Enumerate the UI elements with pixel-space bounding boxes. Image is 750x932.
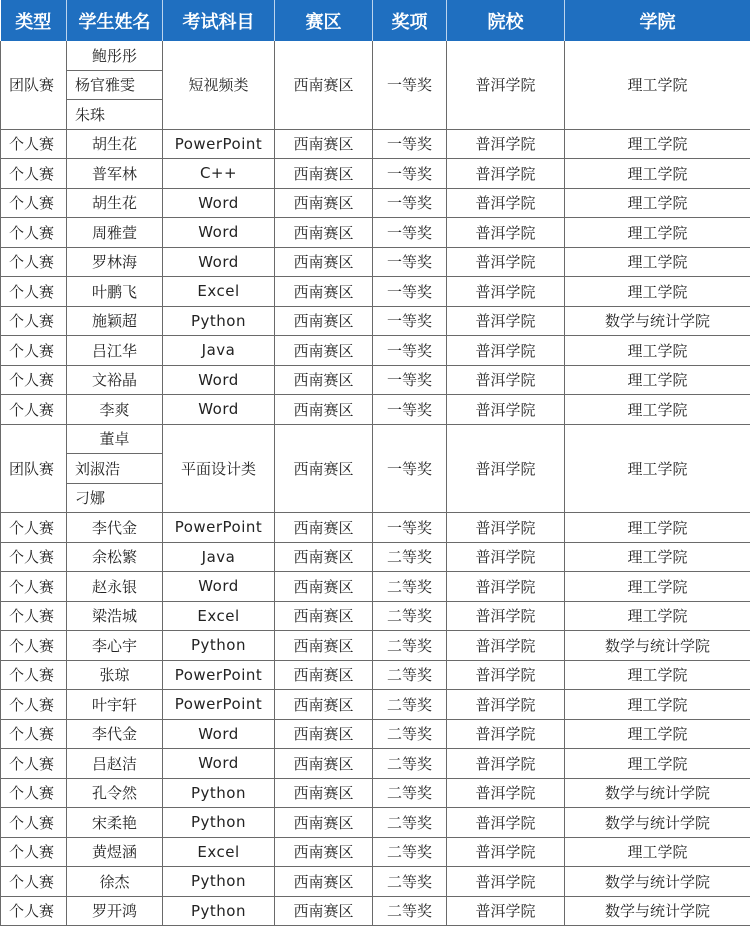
table-row bbox=[1, 660, 750, 690]
region-cell: 西南赛区 bbox=[275, 424, 373, 513]
student-name-cell: 黄煜涵 bbox=[67, 837, 163, 867]
student-name-cell: 吕江华 bbox=[67, 336, 163, 366]
region-cell: 西南赛区 bbox=[275, 778, 373, 808]
award-cell: 一等奖 bbox=[373, 41, 447, 129]
region-cell: 西南赛区 bbox=[275, 159, 373, 189]
college-cell: 理工学院 bbox=[565, 660, 750, 690]
award-cell: 二等奖 bbox=[373, 660, 447, 690]
college-cell: 数学与统计学院 bbox=[565, 808, 750, 838]
school-cell: 普洱学院 bbox=[447, 631, 565, 661]
table-row bbox=[1, 572, 750, 602]
header-college: 学院 bbox=[565, 0, 750, 41]
region-cell: 西南赛区 bbox=[275, 277, 373, 307]
college-cell: 理工学院 bbox=[565, 601, 750, 631]
college-cell: 理工学院 bbox=[565, 188, 750, 218]
type-cell: 个人赛 bbox=[1, 867, 67, 897]
table-row bbox=[1, 867, 750, 897]
type-cell: 个人赛 bbox=[1, 542, 67, 572]
header-award: 奖项 bbox=[373, 0, 447, 41]
table-row bbox=[1, 837, 750, 867]
student-name-cell: 叶鹏飞 bbox=[67, 277, 163, 307]
region-cell: 西南赛区 bbox=[275, 188, 373, 218]
header-row bbox=[1, 0, 750, 41]
region-cell: 西南赛区 bbox=[275, 601, 373, 631]
school-cell: 普洱学院 bbox=[447, 247, 565, 277]
type-cell: 个人赛 bbox=[1, 188, 67, 218]
student-name-cell: 胡生花 bbox=[67, 188, 163, 218]
student-name-cell: 胡生花 bbox=[67, 129, 163, 159]
team-row bbox=[1, 424, 750, 454]
region-cell: 西南赛区 bbox=[275, 218, 373, 248]
table-row bbox=[1, 277, 750, 307]
award-cell: 一等奖 bbox=[373, 277, 447, 307]
school-cell: 普洱学院 bbox=[447, 306, 565, 336]
type-cell: 团队赛 bbox=[1, 424, 67, 513]
school-cell: 普洱学院 bbox=[447, 660, 565, 690]
student-name-cell: 施颖超 bbox=[67, 306, 163, 336]
award-cell: 一等奖 bbox=[373, 424, 447, 513]
region-cell: 西南赛区 bbox=[275, 41, 373, 129]
college-cell: 理工学院 bbox=[565, 365, 750, 395]
subject-cell: 短视频类 bbox=[163, 41, 275, 129]
college-cell: 理工学院 bbox=[565, 837, 750, 867]
region-cell: 西南赛区 bbox=[275, 660, 373, 690]
college-cell: 理工学院 bbox=[565, 542, 750, 572]
header-subject: 考试科目 bbox=[163, 0, 275, 41]
region-cell: 西南赛区 bbox=[275, 837, 373, 867]
school-cell: 普洱学院 bbox=[447, 424, 565, 513]
student-name-cell: 徐杰 bbox=[67, 867, 163, 897]
subject-cell: Word bbox=[163, 365, 275, 395]
award-cell: 一等奖 bbox=[373, 188, 447, 218]
college-cell: 理工学院 bbox=[565, 749, 750, 779]
region-cell: 西南赛区 bbox=[275, 247, 373, 277]
type-cell: 个人赛 bbox=[1, 719, 67, 749]
table-row bbox=[1, 719, 750, 749]
table-body bbox=[1, 41, 750, 926]
student-name-cell: 吕赵洁 bbox=[67, 749, 163, 779]
school-cell: 普洱学院 bbox=[447, 159, 565, 189]
college-cell: 理工学院 bbox=[565, 336, 750, 366]
school-cell: 普洱学院 bbox=[447, 808, 565, 838]
table-row bbox=[1, 896, 750, 926]
table-row bbox=[1, 218, 750, 248]
award-cell: 一等奖 bbox=[373, 218, 447, 248]
subject-cell: PowerPoint bbox=[163, 513, 275, 543]
region-cell: 西南赛区 bbox=[275, 513, 373, 543]
college-cell: 理工学院 bbox=[565, 424, 750, 513]
region-cell: 西南赛区 bbox=[275, 749, 373, 779]
student-name-cell: 鲍彤彤 bbox=[67, 41, 163, 70]
college-cell: 数学与统计学院 bbox=[565, 867, 750, 897]
school-cell: 普洱学院 bbox=[447, 867, 565, 897]
school-cell: 普洱学院 bbox=[447, 572, 565, 602]
type-cell: 个人赛 bbox=[1, 365, 67, 395]
type-cell: 个人赛 bbox=[1, 660, 67, 690]
subject-cell: 平面设计类 bbox=[163, 424, 275, 513]
type-cell: 个人赛 bbox=[1, 778, 67, 808]
type-cell: 个人赛 bbox=[1, 336, 67, 366]
subject-cell: Excel bbox=[163, 277, 275, 307]
college-cell: 理工学院 bbox=[565, 690, 750, 720]
student-name-cell: 李代金 bbox=[67, 719, 163, 749]
region-cell: 西南赛区 bbox=[275, 631, 373, 661]
school-cell: 普洱学院 bbox=[447, 542, 565, 572]
student-name-cell: 罗开鸿 bbox=[67, 896, 163, 926]
table-row bbox=[1, 159, 750, 189]
school-cell: 普洱学院 bbox=[447, 778, 565, 808]
college-cell: 理工学院 bbox=[565, 572, 750, 602]
type-cell: 个人赛 bbox=[1, 306, 67, 336]
student-name-cell: 李爽 bbox=[67, 395, 163, 425]
table-row bbox=[1, 306, 750, 336]
table-row bbox=[1, 336, 750, 366]
subject-cell: Java bbox=[163, 336, 275, 366]
table-row bbox=[1, 247, 750, 277]
college-cell: 数学与统计学院 bbox=[565, 631, 750, 661]
region-cell: 西南赛区 bbox=[275, 129, 373, 159]
type-cell: 个人赛 bbox=[1, 277, 67, 307]
college-cell: 理工学院 bbox=[565, 218, 750, 248]
student-name-cell: 余松繁 bbox=[67, 542, 163, 572]
student-name-cell: 宋柔艳 bbox=[67, 808, 163, 838]
college-cell: 数学与统计学院 bbox=[565, 778, 750, 808]
region-cell: 西南赛区 bbox=[275, 719, 373, 749]
student-name-cell: 杨官雅雯 bbox=[67, 70, 163, 100]
subject-cell: Excel bbox=[163, 601, 275, 631]
table-row bbox=[1, 690, 750, 720]
school-cell: 普洱学院 bbox=[447, 188, 565, 218]
award-cell: 二等奖 bbox=[373, 808, 447, 838]
type-cell: 个人赛 bbox=[1, 572, 67, 602]
award-cell: 二等奖 bbox=[373, 867, 447, 897]
college-cell: 数学与统计学院 bbox=[565, 896, 750, 926]
region-cell: 西南赛区 bbox=[275, 808, 373, 838]
student-name-cell: 周雅萱 bbox=[67, 218, 163, 248]
school-cell: 普洱学院 bbox=[447, 277, 565, 307]
subject-cell: Word bbox=[163, 218, 275, 248]
region-cell: 西南赛区 bbox=[275, 542, 373, 572]
subject-cell: Python bbox=[163, 778, 275, 808]
region-cell: 西南赛区 bbox=[275, 867, 373, 897]
table-row bbox=[1, 601, 750, 631]
type-cell: 个人赛 bbox=[1, 129, 67, 159]
subject-cell: Python bbox=[163, 631, 275, 661]
college-cell: 理工学院 bbox=[565, 247, 750, 277]
table-row bbox=[1, 129, 750, 159]
region-cell: 西南赛区 bbox=[275, 306, 373, 336]
table-row bbox=[1, 808, 750, 838]
award-cell: 二等奖 bbox=[373, 749, 447, 779]
type-cell: 个人赛 bbox=[1, 218, 67, 248]
table-row bbox=[1, 631, 750, 661]
subject-cell: PowerPoint bbox=[163, 129, 275, 159]
award-cell: 二等奖 bbox=[373, 601, 447, 631]
award-cell: 二等奖 bbox=[373, 572, 447, 602]
award-cell: 一等奖 bbox=[373, 129, 447, 159]
award-cell: 二等奖 bbox=[373, 837, 447, 867]
type-cell: 团队赛 bbox=[1, 41, 67, 129]
award-cell: 二等奖 bbox=[373, 542, 447, 572]
school-cell: 普洱学院 bbox=[447, 218, 565, 248]
subject-cell: Python bbox=[163, 896, 275, 926]
student-name-cell: 李心宇 bbox=[67, 631, 163, 661]
award-cell: 一等奖 bbox=[373, 513, 447, 543]
region-cell: 西南赛区 bbox=[275, 690, 373, 720]
type-cell: 个人赛 bbox=[1, 395, 67, 425]
award-cell: 一等奖 bbox=[373, 365, 447, 395]
student-name-cell: 刁娜 bbox=[67, 483, 163, 513]
type-cell: 个人赛 bbox=[1, 690, 67, 720]
award-cell: 二等奖 bbox=[373, 631, 447, 661]
college-cell: 理工学院 bbox=[565, 277, 750, 307]
subject-cell: Word bbox=[163, 395, 275, 425]
student-name-cell: 梁浩城 bbox=[67, 601, 163, 631]
header-school: 院校 bbox=[447, 0, 565, 41]
subject-cell: Word bbox=[163, 247, 275, 277]
school-cell: 普洱学院 bbox=[447, 41, 565, 129]
school-cell: 普洱学院 bbox=[447, 513, 565, 543]
school-cell: 普洱学院 bbox=[447, 601, 565, 631]
school-cell: 普洱学院 bbox=[447, 336, 565, 366]
subject-cell: Java bbox=[163, 542, 275, 572]
subject-cell: PowerPoint bbox=[163, 660, 275, 690]
type-cell: 个人赛 bbox=[1, 631, 67, 661]
table-row bbox=[1, 365, 750, 395]
type-cell: 个人赛 bbox=[1, 601, 67, 631]
award-cell: 二等奖 bbox=[373, 778, 447, 808]
award-cell: 一等奖 bbox=[373, 247, 447, 277]
college-cell: 理工学院 bbox=[565, 129, 750, 159]
type-cell: 个人赛 bbox=[1, 513, 67, 543]
header-region: 赛区 bbox=[275, 0, 373, 41]
subject-cell: Python bbox=[163, 867, 275, 897]
award-cell: 二等奖 bbox=[373, 719, 447, 749]
type-cell: 个人赛 bbox=[1, 749, 67, 779]
team-row bbox=[1, 41, 750, 70]
region-cell: 西南赛区 bbox=[275, 896, 373, 926]
table-row bbox=[1, 778, 750, 808]
region-cell: 西南赛区 bbox=[275, 395, 373, 425]
student-name-cell: 文裕晶 bbox=[67, 365, 163, 395]
region-cell: 西南赛区 bbox=[275, 336, 373, 366]
college-cell: 理工学院 bbox=[565, 719, 750, 749]
school-cell: 普洱学院 bbox=[447, 365, 565, 395]
student-name-cell: 叶宇轩 bbox=[67, 690, 163, 720]
school-cell: 普洱学院 bbox=[447, 690, 565, 720]
region-cell: 西南赛区 bbox=[275, 365, 373, 395]
subject-cell: PowerPoint bbox=[163, 690, 275, 720]
student-name-cell: 刘淑浩 bbox=[67, 454, 163, 484]
header-student-name: 学生姓名 bbox=[67, 0, 163, 41]
award-cell: 一等奖 bbox=[373, 336, 447, 366]
subject-cell: Excel bbox=[163, 837, 275, 867]
college-cell: 理工学院 bbox=[565, 159, 750, 189]
student-name-cell: 朱珠 bbox=[67, 100, 163, 130]
student-name-cell: 普军林 bbox=[67, 159, 163, 189]
school-cell: 普洱学院 bbox=[447, 896, 565, 926]
school-cell: 普洱学院 bbox=[447, 395, 565, 425]
student-name-cell: 董卓 bbox=[67, 424, 163, 454]
school-cell: 普洱学院 bbox=[447, 719, 565, 749]
table-row bbox=[1, 513, 750, 543]
student-name-cell: 李代金 bbox=[67, 513, 163, 543]
award-cell: 一等奖 bbox=[373, 306, 447, 336]
subject-cell: Word bbox=[163, 188, 275, 218]
school-cell: 普洱学院 bbox=[447, 749, 565, 779]
type-cell: 个人赛 bbox=[1, 808, 67, 838]
type-cell: 个人赛 bbox=[1, 159, 67, 189]
school-cell: 普洱学院 bbox=[447, 837, 565, 867]
table-row bbox=[1, 188, 750, 218]
subject-cell: Word bbox=[163, 749, 275, 779]
subject-cell: Python bbox=[163, 808, 275, 838]
student-name-cell: 孔令然 bbox=[67, 778, 163, 808]
type-cell: 个人赛 bbox=[1, 837, 67, 867]
award-cell: 一等奖 bbox=[373, 159, 447, 189]
table-row bbox=[1, 749, 750, 779]
award-cell: 一等奖 bbox=[373, 395, 447, 425]
region-cell: 西南赛区 bbox=[275, 572, 373, 602]
header-type: 类型 bbox=[1, 0, 67, 41]
student-name-cell: 张琼 bbox=[67, 660, 163, 690]
subject-cell: Word bbox=[163, 572, 275, 602]
college-cell: 理工学院 bbox=[565, 395, 750, 425]
subject-cell: Python bbox=[163, 306, 275, 336]
type-cell: 个人赛 bbox=[1, 247, 67, 277]
table-row bbox=[1, 542, 750, 572]
award-cell: 二等奖 bbox=[373, 690, 447, 720]
student-name-cell: 赵永银 bbox=[67, 572, 163, 602]
subject-cell: C++ bbox=[163, 159, 275, 189]
college-cell: 理工学院 bbox=[565, 41, 750, 129]
award-cell: 二等奖 bbox=[373, 896, 447, 926]
student-name-cell: 罗林海 bbox=[67, 247, 163, 277]
college-cell: 理工学院 bbox=[565, 513, 750, 543]
college-cell: 数学与统计学院 bbox=[565, 306, 750, 336]
subject-cell: Word bbox=[163, 719, 275, 749]
table-row bbox=[1, 395, 750, 425]
type-cell: 个人赛 bbox=[1, 896, 67, 926]
school-cell: 普洱学院 bbox=[447, 129, 565, 159]
